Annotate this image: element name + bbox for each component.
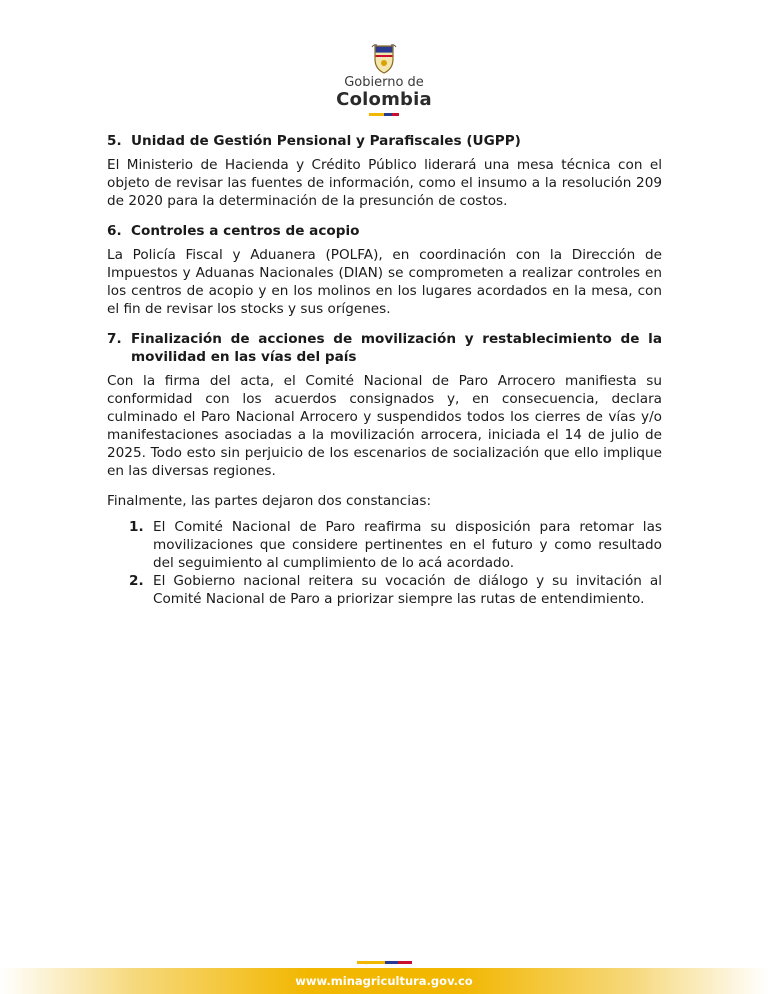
footer-url[interactable]: www.minagricultura.gov.co [295,974,473,988]
footer-flag-bar [357,961,412,964]
section-heading [107,330,662,366]
document-body [107,132,662,608]
list-item [129,518,662,572]
list-item-text: El Comité Nacional de Paro reafirma su disposición para retomar las movilizaciones que considere pertinentes en el futuro y como resultado del seguimiento al cumplimiento de lo acá acordado. [153,519,662,571]
header-flag-bar [369,113,399,116]
list-item-text: El Gobierno nacional reitera su vocación de diálogo y su invitación al Comité Nacional de Paro a priorizar siempre las rutas de entendimiento. [153,573,662,607]
header-gov-line2: Colombia [336,89,432,110]
section-number: 5. [107,133,122,149]
section-title: Finalización de acciones de movilización y restablecimiento de la movilidad en las vías del país [131,331,662,365]
page-header [0,44,768,116]
colombia-coat-of-arms-icon [371,44,397,74]
section-paragraph: El Ministerio de Hacienda y Crédito Público liderará una mesa técnica con el objeto de revisar las fuentes de información, como el insumo a la resolución 209 de 2020 para la determinación de la presunción de costos. [107,157,662,209]
section-paragraph: La Policía Fiscal y Aduanera (POLFA), en coordinación con la Dirección de Impuestos y Aduanas Nacionales (DIAN) se comprometen a realizar controles en los centros de acopio y en los molinos en los lugares acordados en la mesa, con el fin de revisar los stocks y sus orígenes. [107,247,662,317]
footer-band [0,968,768,994]
list-item [129,572,662,608]
header-gov-line1: Gobierno de [344,75,424,90]
constancias-list [129,518,662,608]
list-item-number: 1. [129,519,144,535]
section-number: 6. [107,223,122,239]
section-number: 7. [107,331,122,347]
section-heading [107,222,662,240]
section-paragraph: Finalmente, las partes dejaron dos constancias: [107,493,432,509]
section-paragraph: Con la firma del acta, el Comité Nacional de Paro Arrocero manifiesta su conformidad con los acuerdos consignados y, en consecuencia, declara culminado el Paro Nacional Arrocero y suspendidos todos los cierres de vías y/o manifestaciones asociadas a la movilización arrocera, iniciada el 14 de julio de 2025. Todo esto sin perjuicio de los escenarios de socialización que ello implique en las diversas regiones. [107,373,662,479]
section-heading [107,132,662,150]
list-item-number: 2. [129,573,144,589]
section-title: Controles a centros de acopio [131,223,360,239]
section-title: Unidad de Gestión Pensional y Parafiscales (UGPP) [131,133,521,149]
